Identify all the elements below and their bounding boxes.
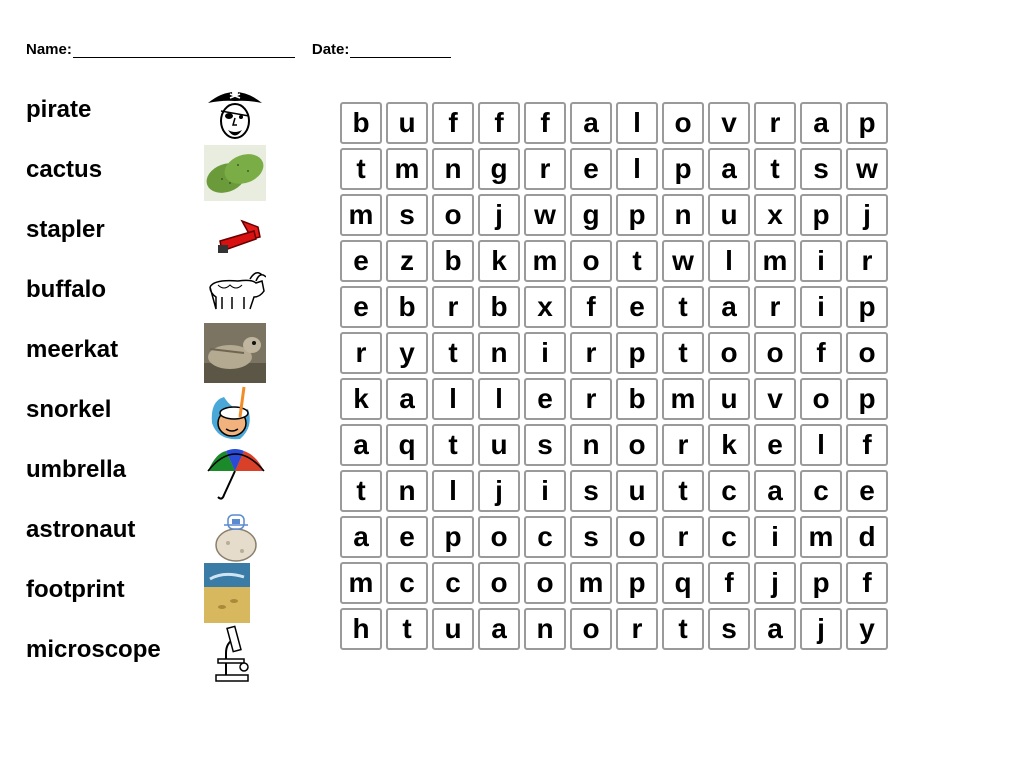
grid-cell[interactable]: w [662,240,704,282]
grid-cell[interactable]: a [708,148,750,190]
grid-cell[interactable]: a [386,378,428,420]
grid-cell[interactable]: m [386,148,428,190]
grid-cell[interactable]: f [846,562,888,604]
grid-cell[interactable]: f [570,286,612,328]
grid-cell[interactable]: l [432,378,474,420]
grid-cell[interactable]: r [754,102,796,144]
grid-cell[interactable]: c [800,470,842,512]
word-list [26,83,276,683]
grid-cell[interactable]: f [478,102,520,144]
grid-cell[interactable]: t [662,470,704,512]
grid-cell[interactable]: m [754,240,796,282]
word-item [26,503,276,563]
grid-cell[interactable]: e [340,286,382,328]
grid-cell[interactable]: i [800,286,842,328]
grid-cell[interactable]: i [524,332,566,374]
grid-cell[interactable]: r [754,286,796,328]
grid-cell[interactable]: m [800,516,842,558]
grid-cell[interactable]: j [754,562,796,604]
grid-cell[interactable]: o [846,332,888,374]
grid-cell[interactable]: o [662,102,704,144]
grid-cell[interactable]: p [616,562,658,604]
grid-cell[interactable]: i [800,240,842,282]
grid-cell[interactable]: r [340,332,382,374]
grid-cell[interactable]: p [616,332,658,374]
grid-cell[interactable]: d [846,516,888,558]
grid-cell[interactable]: m [524,240,566,282]
grid-cell[interactable]: e [616,286,658,328]
word-label: footprint [26,576,125,603]
pirate-icon [204,83,266,143]
date-field[interactable] [350,43,451,58]
grid-cell[interactable]: c [524,516,566,558]
buffalo-icon [204,263,266,323]
grid-cell[interactable]: a [340,424,382,466]
grid-cell[interactable]: j [478,470,520,512]
word-item [26,143,276,203]
grid-cell[interactable]: z [386,240,428,282]
grid-cell[interactable]: s [570,470,612,512]
grid-cell[interactable]: e [754,424,796,466]
grid-cell[interactable]: s [570,516,612,558]
grid-cell[interactable]: o [708,332,750,374]
grid-cell[interactable]: f [846,424,888,466]
grid-cell[interactable]: o [616,516,658,558]
grid-cell[interactable]: v [708,102,750,144]
grid-cell[interactable]: u [708,194,750,236]
grid-cell[interactable]: g [570,194,612,236]
microscope-icon [204,623,266,683]
grid-cell[interactable]: g [478,148,520,190]
grid-cell[interactable]: s [800,148,842,190]
grid-cell[interactable]: a [570,102,612,144]
grid-cell[interactable]: t [662,332,704,374]
grid-cell[interactable]: j [478,194,520,236]
grid-cell[interactable]: r [616,608,658,650]
grid-cell[interactable]: q [386,424,428,466]
grid-cell[interactable]: i [524,470,566,512]
grid-cell[interactable]: s [524,424,566,466]
word-item [26,323,276,383]
word-label: microscope [26,636,161,663]
word-item [26,83,276,143]
word-label: stapler [26,216,105,243]
grid-cell[interactable]: l [708,240,750,282]
grid-cell[interactable]: e [340,240,382,282]
grid-cell[interactable]: o [478,562,520,604]
grid-cell[interactable]: o [432,194,474,236]
grid-cell[interactable]: u [708,378,750,420]
grid-cell[interactable]: a [800,102,842,144]
grid-cell[interactable]: s [708,608,750,650]
grid-cell[interactable]: r [570,378,612,420]
stapler-icon [204,203,266,263]
grid-cell[interactable]: t [662,286,704,328]
footprint-icon [204,563,266,623]
grid-cell[interactable]: o [478,516,520,558]
grid-cell[interactable]: o [616,424,658,466]
grid-cell[interactable]: a [340,516,382,558]
grid-cell[interactable]: u [478,424,520,466]
grid-cell[interactable]: j [846,194,888,236]
word-label: cactus [26,156,103,183]
word-label: pirate [26,96,92,123]
grid-cell[interactable]: s [386,194,428,236]
grid-cell[interactable]: l [432,470,474,512]
grid-cell[interactable]: f [800,332,842,374]
cactus-icon [204,143,266,203]
date-label: Date: [311,41,350,58]
grid-cell[interactable]: o [570,608,612,650]
grid-cell[interactable]: u [432,608,474,650]
grid-cell[interactable]: t [754,148,796,190]
grid-cell[interactable]: v [754,378,796,420]
grid-cell[interactable]: n [432,148,474,190]
grid-cell[interactable]: t [616,240,658,282]
grid-cell[interactable]: o [570,240,612,282]
grid-cell[interactable]: m [570,562,612,604]
grid-cell[interactable]: r [524,148,566,190]
grid-cell[interactable]: e [386,516,428,558]
grid-cell[interactable]: a [708,286,750,328]
grid-cell[interactable]: u [386,102,428,144]
word-item [26,263,276,323]
grid-cell[interactable]: p [616,194,658,236]
grid-cell[interactable]: t [340,148,382,190]
grid-cell[interactable]: t [662,608,704,650]
word-item [26,203,276,263]
word-label: meerkat [26,336,119,363]
grid-cell[interactable]: t [432,424,474,466]
word-label: snorkel [26,396,112,423]
grid-cell[interactable]: x [524,286,566,328]
grid-cell[interactable]: e [524,378,566,420]
grid-cell[interactable]: r [846,240,888,282]
grid-cell[interactable]: c [386,562,428,604]
grid-cell[interactable]: n [478,332,520,374]
grid-cell[interactable]: p [846,102,888,144]
grid-cell[interactable]: p [432,516,474,558]
grid-cell[interactable]: t [432,332,474,374]
grid-cell[interactable]: b [340,102,382,144]
grid-cell[interactable]: n [524,608,566,650]
grid-cell[interactable]: a [754,470,796,512]
grid-cell[interactable]: c [432,562,474,604]
grid-cell[interactable]: t [386,608,428,650]
grid-cell[interactable]: k [478,240,520,282]
grid-cell[interactable]: w [524,194,566,236]
grid-cell[interactable]: j [800,608,842,650]
grid-cell[interactable]: f [524,102,566,144]
word-search-grid [340,102,888,650]
grid-cell[interactable]: w [846,148,888,190]
word-item [26,443,276,503]
grid-cell[interactable]: o [800,378,842,420]
word-label: astronaut [26,516,136,543]
grid-cell[interactable]: c [708,516,750,558]
grid-cell[interactable]: f [708,562,750,604]
grid-cell[interactable]: f [432,102,474,144]
grid-cell[interactable]: y [386,332,428,374]
grid-cell[interactable]: b [432,240,474,282]
grid-cell[interactable]: n [570,424,612,466]
grid-cell[interactable]: l [478,378,520,420]
grid-cell[interactable]: m [340,194,382,236]
grid-cell[interactable]: n [662,194,704,236]
grid-cell[interactable]: p [800,562,842,604]
grid-cell[interactable]: o [524,562,566,604]
grid-cell[interactable]: h [340,608,382,650]
grid-cell[interactable]: u [616,470,658,512]
grid-cell[interactable]: a [478,608,520,650]
snorkel-icon [204,383,266,443]
grid-cell[interactable]: e [846,470,888,512]
name-field[interactable] [73,43,295,58]
grid-cell[interactable]: a [754,608,796,650]
grid-cell[interactable]: r [662,516,704,558]
grid-cell[interactable]: l [800,424,842,466]
grid-cell[interactable]: m [662,378,704,420]
grid-cell[interactable]: r [662,424,704,466]
grid-cell[interactable]: r [432,286,474,328]
grid-cell[interactable]: x [754,194,796,236]
grid-cell[interactable]: t [340,470,382,512]
worksheet-header [26,41,451,58]
grid-cell[interactable]: o [754,332,796,374]
grid-cell[interactable]: b [386,286,428,328]
grid-cell[interactable]: r [570,332,612,374]
grid-cell[interactable]: p [846,378,888,420]
word-label: umbrella [26,456,127,483]
grid-cell[interactable]: b [616,378,658,420]
grid-cell[interactable]: c [708,470,750,512]
word-item [26,563,276,623]
grid-cell[interactable]: b [478,286,520,328]
grid-cell[interactable]: i [754,516,796,558]
grid-cell[interactable]: k [708,424,750,466]
grid-cell[interactable]: p [800,194,842,236]
grid-cell[interactable]: p [662,148,704,190]
umbrella-icon [204,443,266,503]
grid-cell[interactable]: y [846,608,888,650]
grid-cell[interactable]: l [616,148,658,190]
grid-cell[interactable]: l [616,102,658,144]
grid-cell[interactable]: m [340,562,382,604]
grid-cell[interactable]: e [570,148,612,190]
grid-cell[interactable]: n [386,470,428,512]
grid-cell[interactable]: k [340,378,382,420]
meerkat-icon [204,323,266,383]
name-label: Name: [26,41,72,58]
grid-cell[interactable]: q [662,562,704,604]
word-label: buffalo [26,276,106,303]
word-item [26,623,276,683]
astronaut-icon [204,503,266,563]
grid-cell[interactable]: p [846,286,888,328]
word-item [26,383,276,443]
